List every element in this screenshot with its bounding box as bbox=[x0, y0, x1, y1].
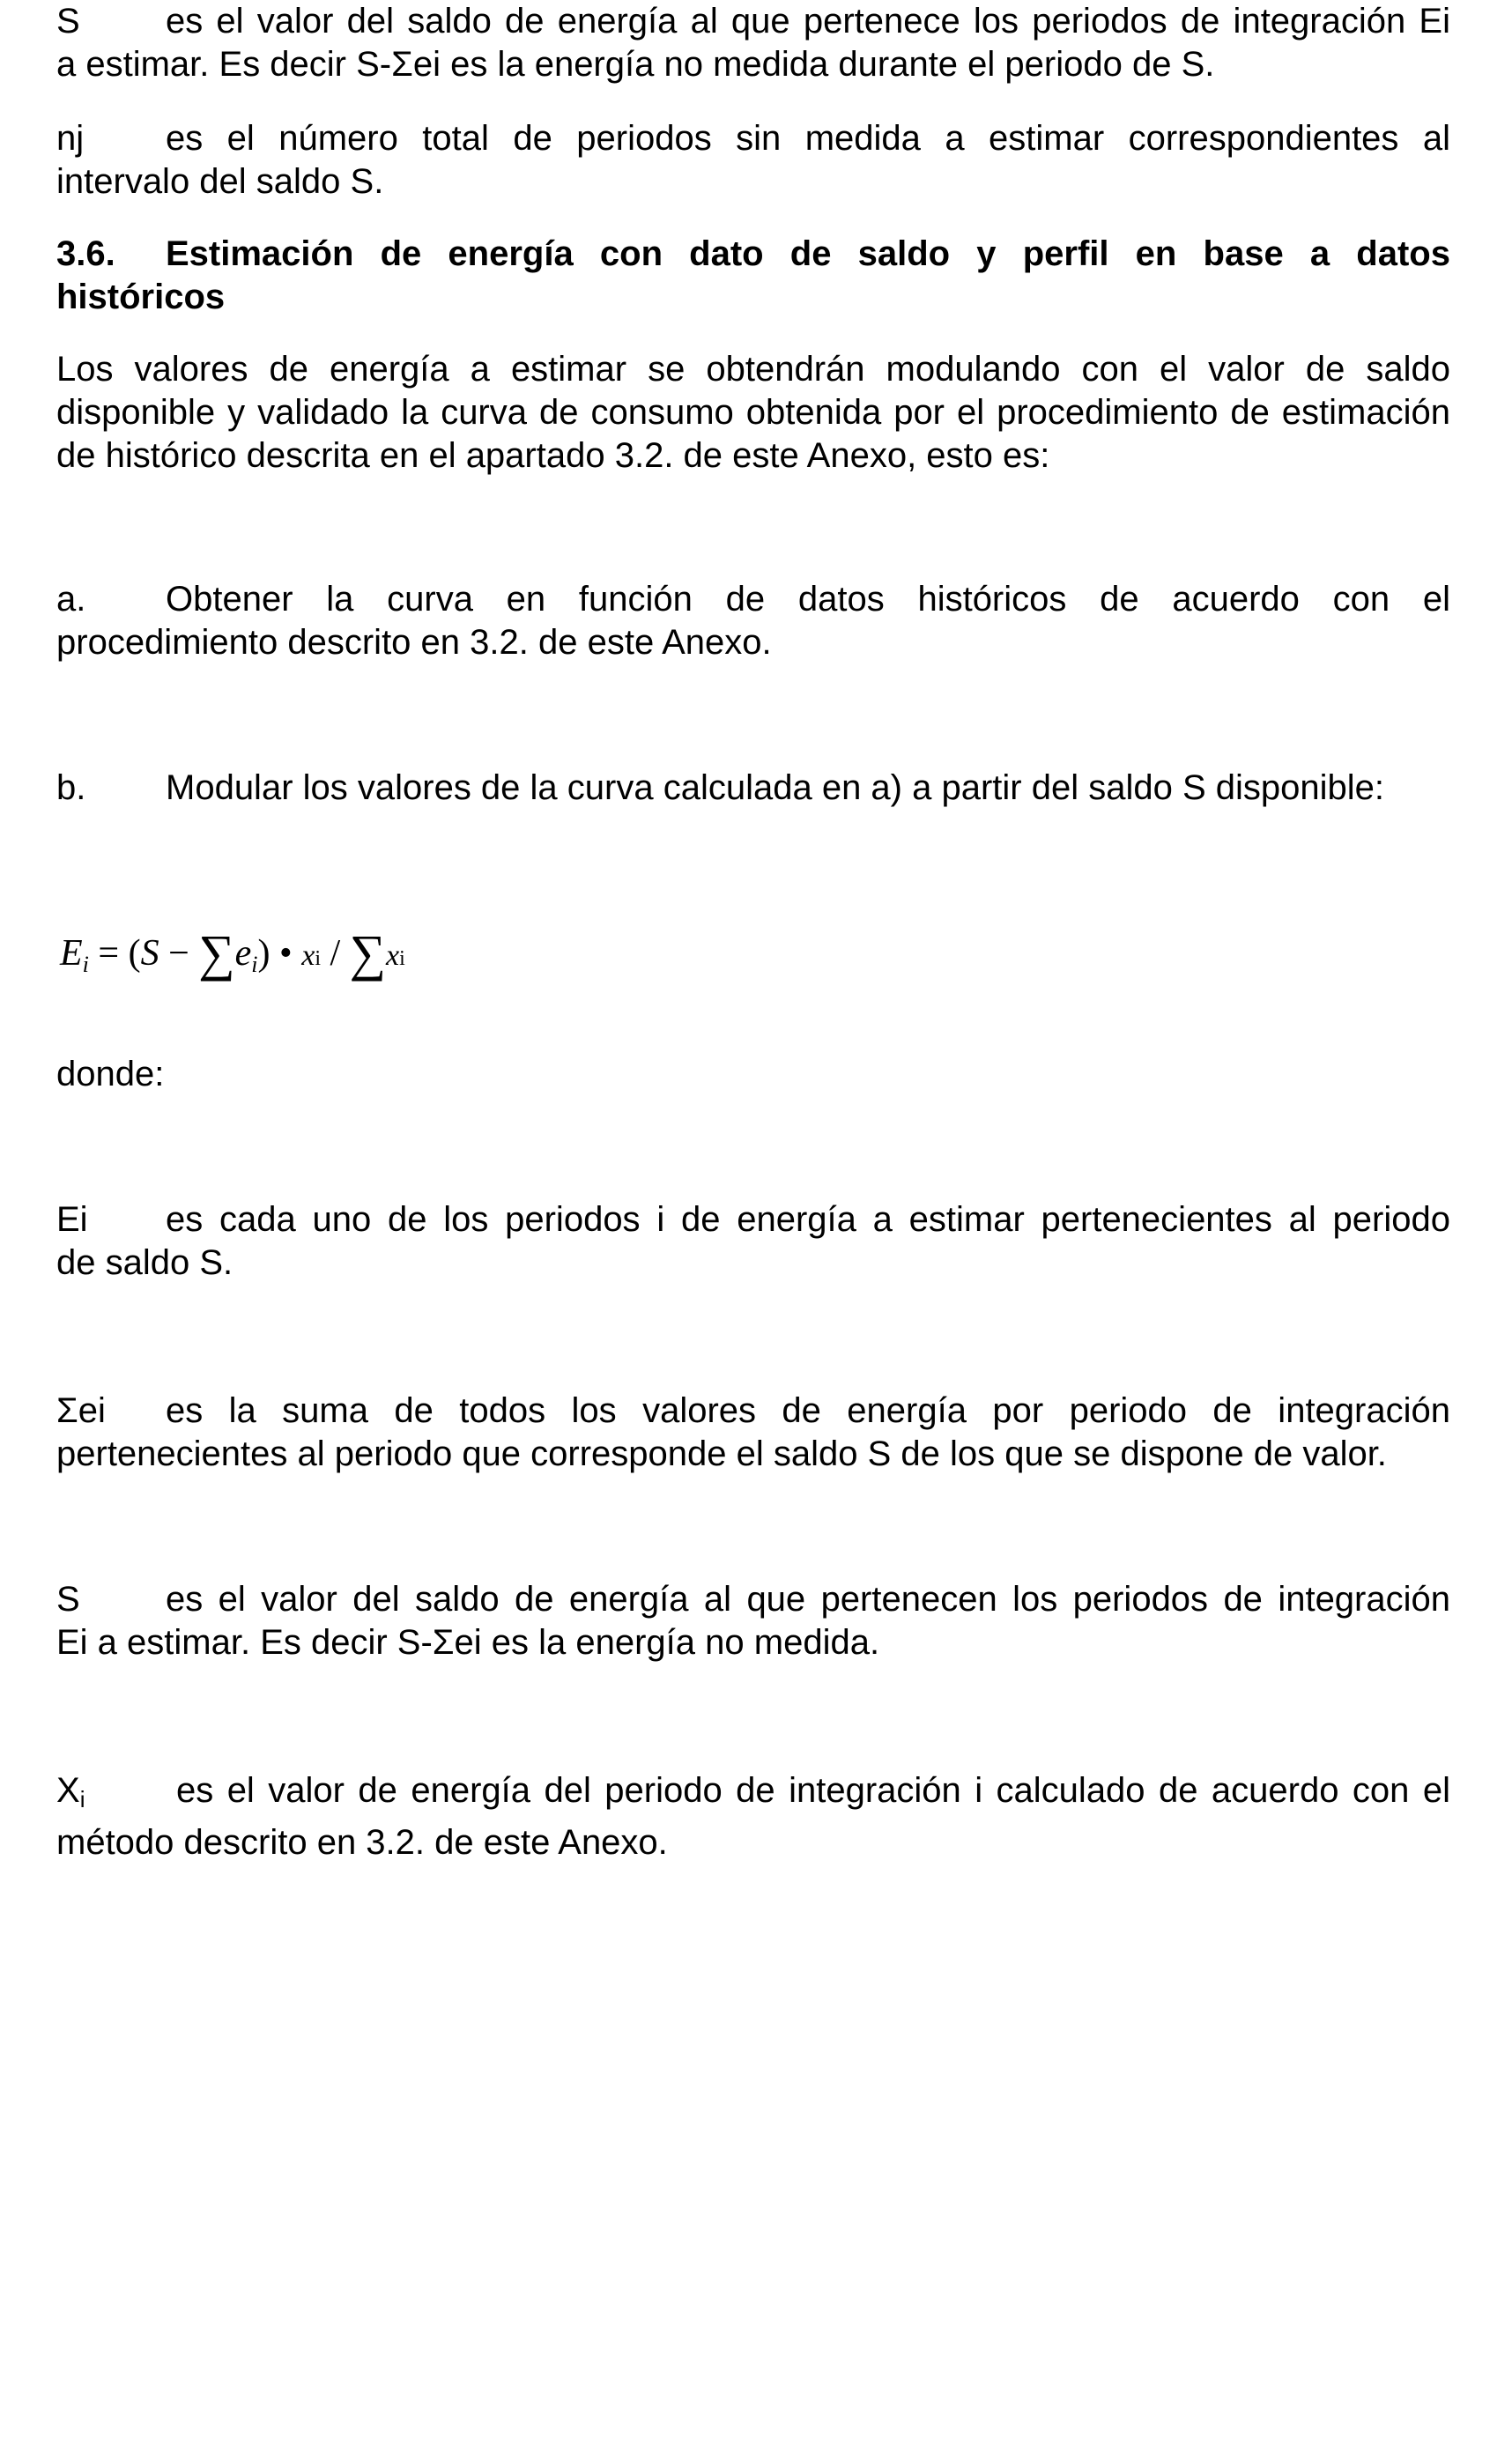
term-ei: Ei bbox=[56, 1200, 88, 1239]
formula-sigma-1: ∑ bbox=[198, 924, 235, 982]
step-b-text: Modular los valores de la curva calculada en a) a partir del saldo S disponible: bbox=[166, 768, 1384, 807]
intro-paragraph: Los valores de energía a estimar se obtendrán modulando con el valor de saldo disponible y validado la curva de consumo obtenida por el procedimiento de estimación de histórico descrita en el apartado 3.2. de este Anexo, esto es: bbox=[56, 350, 1450, 475]
term-sigma-ei: Σei bbox=[56, 1391, 106, 1430]
formula-E-sub: i bbox=[82, 952, 89, 977]
formula-minus: − bbox=[159, 933, 199, 974]
definition-ei-line2: de saldo S. bbox=[56, 1243, 233, 1282]
formula-bullet: • bbox=[279, 933, 293, 974]
formula-close: ) bbox=[257, 933, 280, 974]
definition-sigma-ei bbox=[56, 1390, 1450, 1476]
definition-s-bottom bbox=[56, 1578, 1450, 1664]
term-s: S bbox=[56, 2, 80, 41]
definition-s-line2: a estimar. Es decir S-Σei es la energía no medida durante el periodo de S. bbox=[56, 45, 1215, 84]
definition-ei bbox=[56, 1198, 1450, 1285]
formula-e-sub: i bbox=[251, 952, 258, 977]
formula-ei bbox=[60, 924, 405, 991]
term-nj: nj bbox=[56, 119, 85, 158]
section-title-line2: históricos bbox=[56, 278, 226, 316]
formula-x2: x bbox=[386, 939, 400, 972]
definition-nj-line1: es el número total de periodos sin medida a estimar correspondientes al bbox=[166, 119, 1450, 158]
formula-x: x bbox=[301, 939, 315, 972]
step-b-label: b. bbox=[56, 768, 86, 807]
step-a-line2: procedimiento descrito en 3.2. de este Anexo. bbox=[56, 623, 772, 662]
definition-xi bbox=[56, 1769, 1450, 1864]
section-heading bbox=[56, 233, 1450, 319]
definition-ei-line1: es cada uno de los periodos i de energía a estimar pertenecientes al periodo bbox=[166, 1200, 1450, 1239]
definition-nj bbox=[56, 117, 1450, 204]
term-xi-sub: i bbox=[79, 1786, 85, 1812]
definition-s-bottom-line1: es el valor del saldo de energía al que pertenecen los periodos de integración bbox=[166, 1580, 1450, 1619]
definition-sigma-ei-line1: es la suma de todos los valores de energía por periodo de integración bbox=[166, 1391, 1450, 1430]
formula-sigma-2: ∑ bbox=[349, 924, 387, 982]
section-title-line1: Estimación de energía con dato de saldo y perfil en base a datos bbox=[166, 234, 1450, 273]
definition-s-line1: es el valor del saldo de energía al que pertenece los periodos de integración Ei bbox=[166, 2, 1450, 41]
definition-xi-line1: es el valor de energía del periodo de integración i calculado de acuerdo con el bbox=[176, 1771, 1450, 1810]
step-a-label: a. bbox=[56, 580, 86, 619]
term-s-bottom: S bbox=[56, 1580, 80, 1619]
formula-S: S bbox=[140, 933, 159, 974]
definition-s-top bbox=[56, 0, 1450, 86]
formula-x-sub: i bbox=[315, 947, 321, 970]
formula-E: E bbox=[60, 933, 83, 974]
donde-label: donde: bbox=[56, 1055, 165, 1093]
definition-nj-line2: intervalo del saldo S. bbox=[56, 162, 384, 201]
term-xi: X bbox=[56, 1771, 80, 1810]
step-b bbox=[56, 767, 1450, 810]
step-a-line1: Obtener la curva en función de datos históricos de acuerdo con el bbox=[166, 580, 1450, 619]
definition-xi-line2: método descrito en 3.2. de este Anexo. bbox=[56, 1823, 668, 1862]
definition-sigma-ei-line2: pertenecientes al periodo que corresponde el saldo S de los que se dispone de valor. bbox=[56, 1434, 1387, 1473]
formula-eq: = ( bbox=[88, 933, 141, 974]
formula-e: e bbox=[234, 933, 252, 974]
definition-s-bottom-line2: Ei a estimar. Es decir S-Σei es la energía no medida. bbox=[56, 1623, 880, 1662]
step-a bbox=[56, 578, 1450, 664]
formula-x2-sub: i bbox=[399, 947, 405, 970]
section-number: 3.6. bbox=[56, 234, 115, 273]
formula-slash: / bbox=[321, 933, 350, 974]
